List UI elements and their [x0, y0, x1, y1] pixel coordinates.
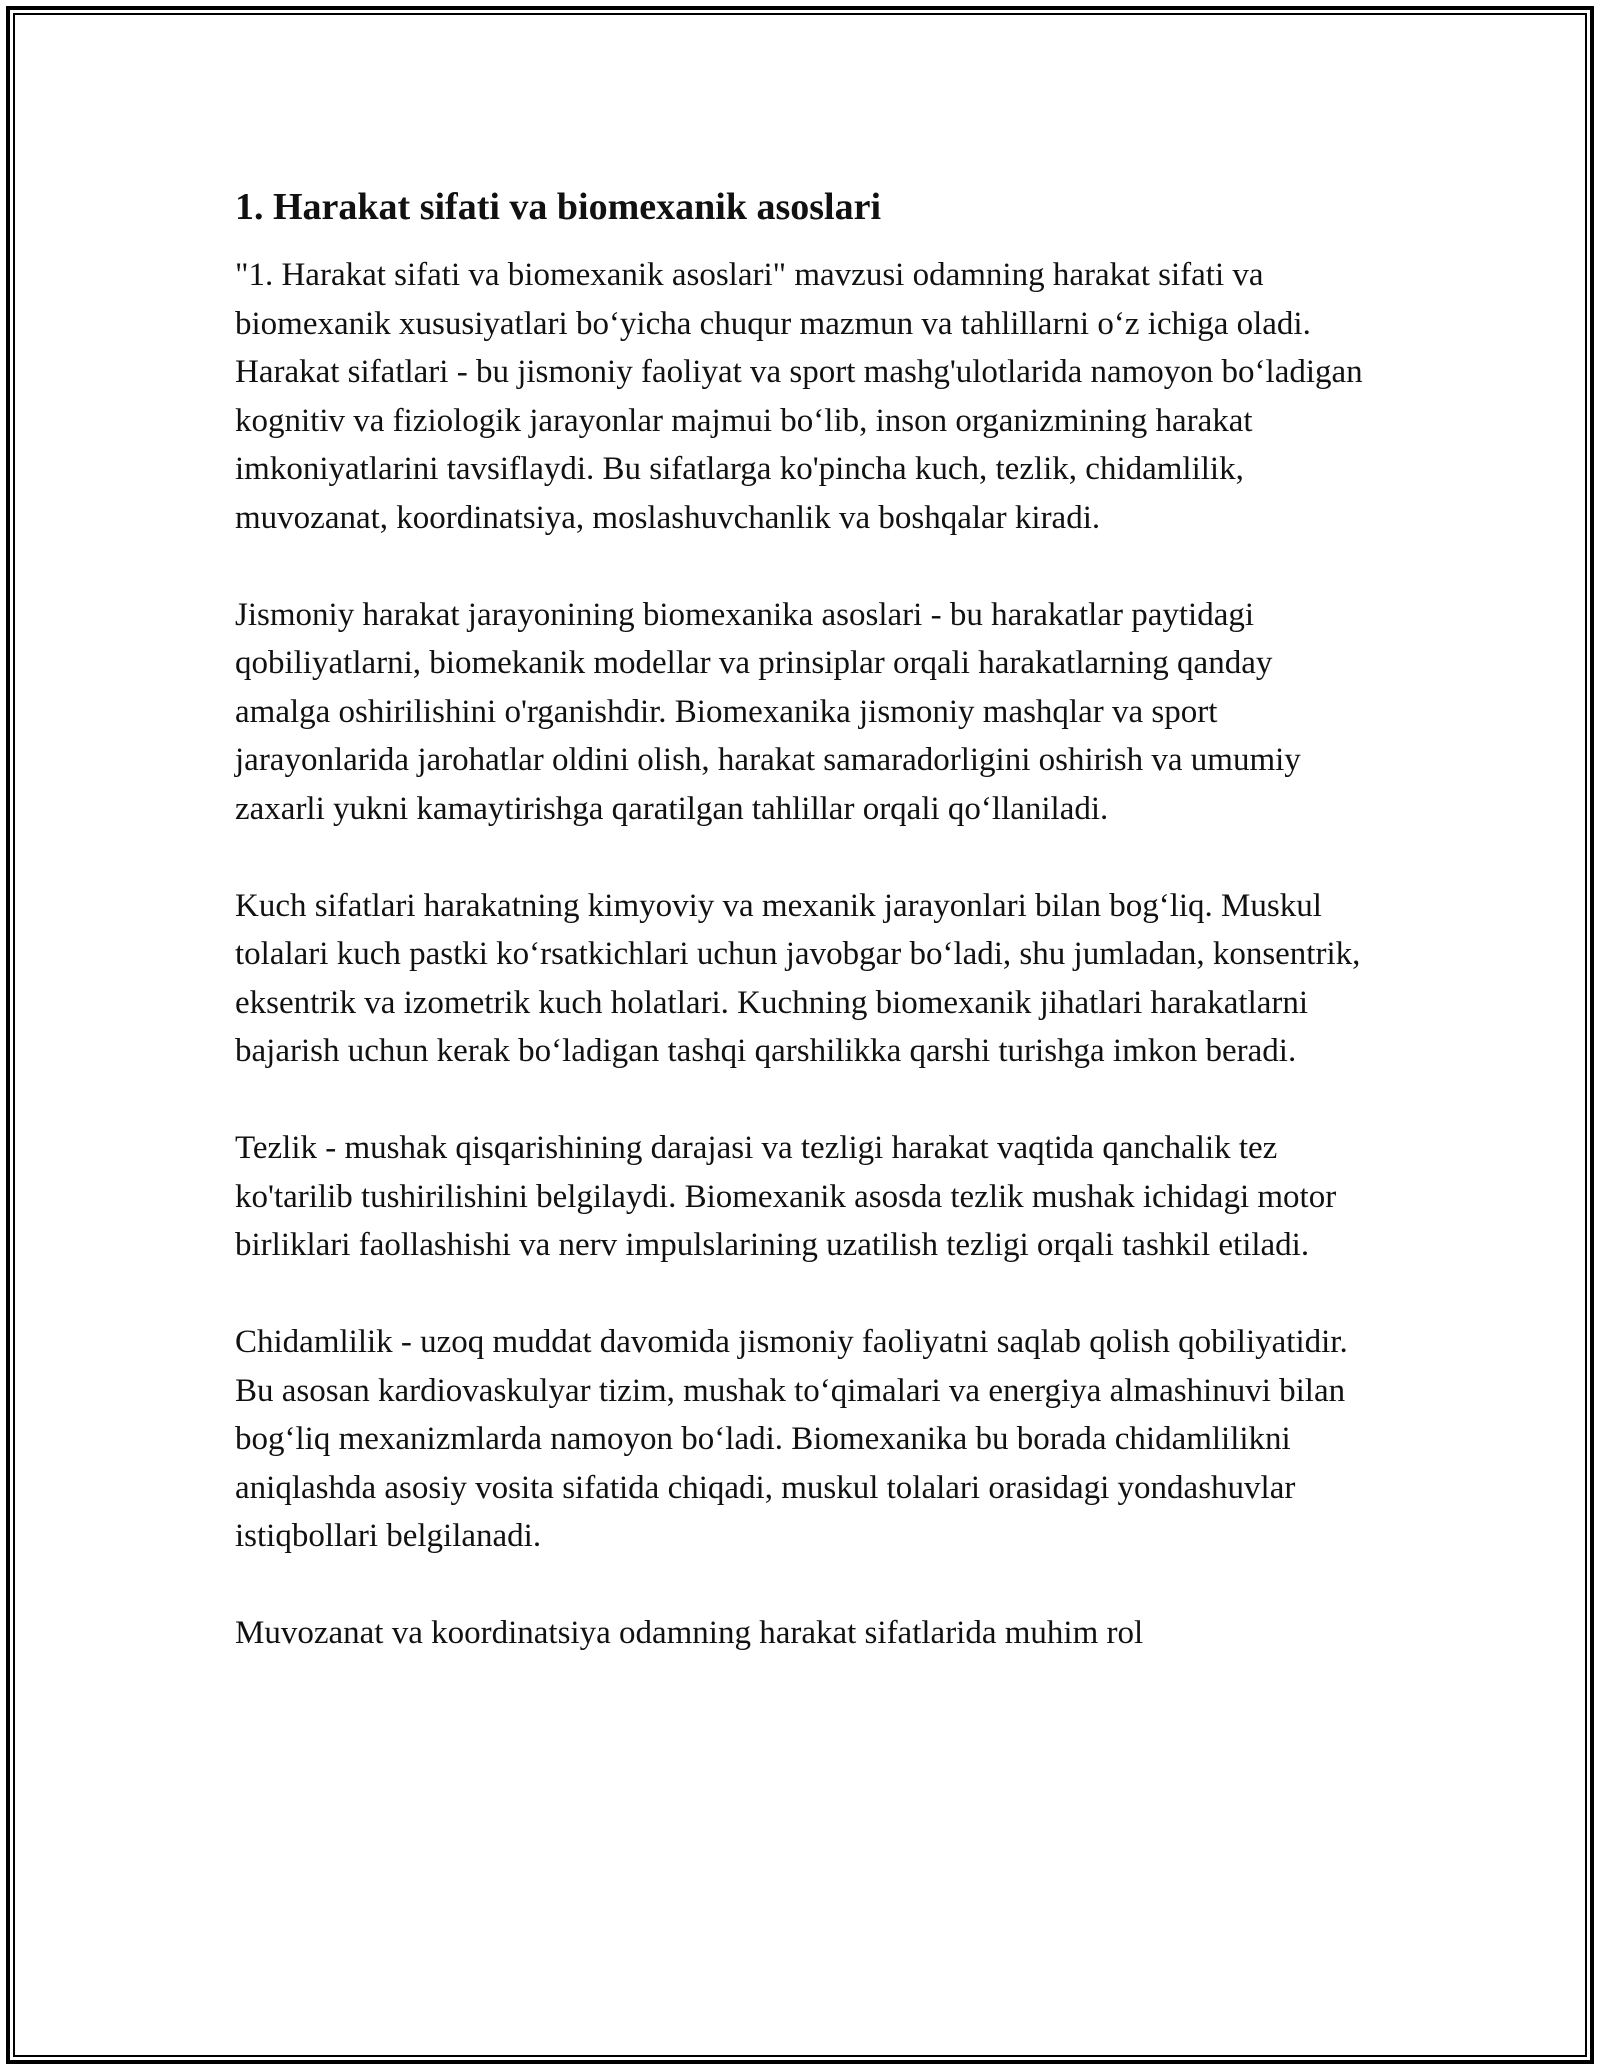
document-body	[235, 183, 1370, 1706]
paragraph-speed: Tezlik - mushak qisqarishining darajasi va tezligi harakat vaqtida qanchalik tez ko'tarilib tushirilishini belgilaydi. Biomexanik asosda tezlik mushak ichidagi motor birliklari faollashishi va nerv impulslarining uzatilish tezligi orqali tashkil etiladi.	[235, 1130, 1337, 1263]
document-title: 1. Harakat sifati va biomexanik asoslari	[235, 186, 882, 228]
paragraph-strength: Kuch sifatlari harakatning kimyoviy va mexanik jarayonlari bilan bogʻliq. Muskul tolalari kuch pastki koʻrsatkichlari uchun javobgar boʻladi, shu jumladan, konsentrik, eksentrik va izometrik kuch holatlari. Kuchning biomexanik jihatlari harakatlarni bajarish uchun kerak boʻladigan tashqi qarshilikka qarshi turishga imkon beradi.	[235, 887, 1361, 1069]
paragraph-biomechanics: Jismoniy harakat jarayonining biomexanika asoslari - bu harakatlar paytidagi qobiliyatlarni, biomekanik modellar va prinsiplar orqali harakatlarning qanday amalga oshirilishini o'rganishdir. Biomexanika jismoniy mashqlar va sport jarayonlarida jarohatlar oldini olish, harakat samaradorligini oshirish va umumiy zaxarli yukni kamaytirishga qaratilgan tahlillar orqali qoʻllaniladi.	[235, 596, 1301, 827]
paragraph-endurance: Chidamlilik - uzoq muddat davomida jismoniy faoliyatni saqlab qolish qobiliyatidir. Bu asosan kardiovaskulyar tizim, mushak toʻqimalari va energiya almashinuvi bilan bogʻliq mexanizmlarda namoyon boʻladi. Biomexanika bu borada chidamlilikni aniqlashda asosiy vosita sifatida chiqadi, muskul tolalari orasidagi yondashuvlar istiqbollari belgilanadi.	[235, 1324, 1348, 1554]
paragraph-balance: Muvozanat va koordinatsiya odamning harakat sifatlarida muhim rol	[235, 1615, 1144, 1651]
paragraph-intro: "1. Harakat sifati va biomexanik asoslari" mavzusi odamning harakat sifati va biomexanik xususiyatlari boʻyicha chuqur mazmun va tahlillarni oʻz ichiga oladi. Harakat sifatlari - bu jismoniy faoliyat va sport mashg'ulotlarida namoyon boʻladigan kognitiv va fiziologik jarayonlar majmui boʻlib, inson organizmining harakat imkoniyatlarini tavsiflaydi. Bu sifatlarga ko'pincha kuch, tezlik, chidamlilik, muvozanat, koordinatsiya, moslashuvchanlik va boshqalar kiradi.	[235, 257, 1363, 536]
